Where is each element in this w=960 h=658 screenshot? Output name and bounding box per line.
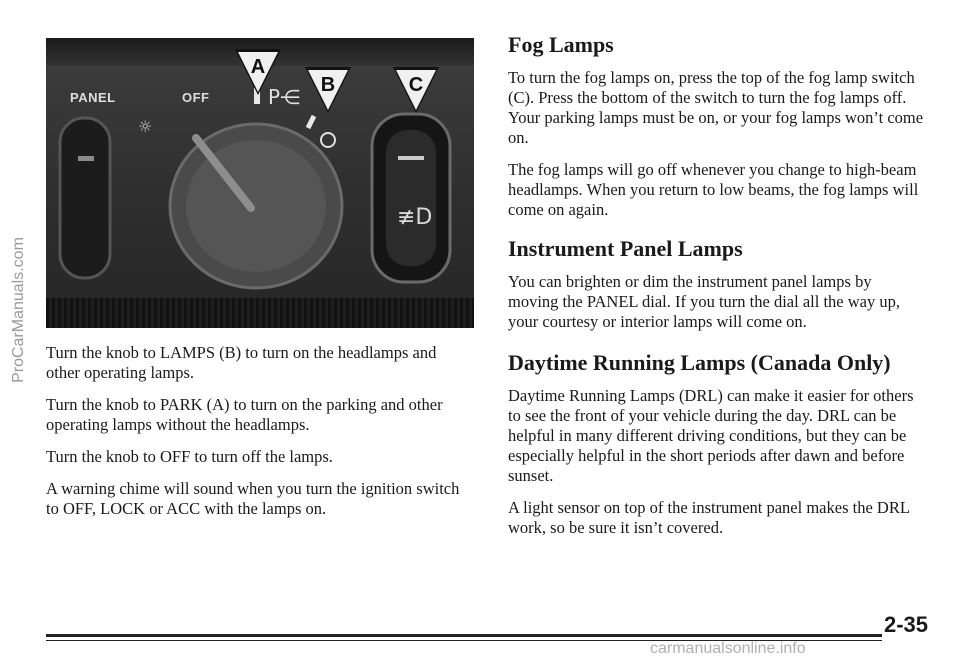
- dash-light-icon: ☼: [138, 117, 153, 136]
- callout-c: C: [396, 70, 436, 110]
- instrument-panel-para: You can brighten or dim the instrument panel lamps by moving the PANEL dial. If you turn the dial all the way up, your courtesy or interior lamps will come on.: [508, 272, 900, 331]
- panel-dimmer-wheel: [60, 118, 110, 278]
- headlamp-icon: [321, 133, 335, 147]
- callout-b: B: [308, 70, 348, 110]
- panel-dimmer-indicator: [78, 156, 94, 161]
- off-label: OFF: [182, 90, 210, 105]
- lamps-instruction: Turn the knob to LAMPS (B) to turn on the headlamps and other operating lamps.: [46, 343, 437, 382]
- lamps-mark: [308, 116, 314, 128]
- bottom-watermark: carmanualsonline.info: [650, 640, 806, 657]
- park-instruction: Turn the knob to PARK (A) to turn on the parking and other operating lamps without the headlamps.: [46, 395, 443, 434]
- drl-para-1: Daytime Running Lamps (DRL) can make it easier for others to see the front of your vehicle during the day. DRL can be helpful in many different driving conditions, but they can be especially helpful in the short periods after dawn and before sunset.: [508, 386, 914, 485]
- fog-lamp-switch-rocker: [386, 130, 436, 266]
- footer-rule: [46, 634, 882, 637]
- fog-lamps-heading: Fog Lamps: [508, 32, 614, 57]
- drl-heading: Daytime Running Lamps (Canada Only): [508, 350, 891, 375]
- fog-lamp-icon: ≢D: [397, 205, 433, 230]
- fog-lamp-indicator: [398, 156, 424, 160]
- right-column: [508, 32, 924, 538]
- off-instruction: Turn the knob to OFF to turn off the lamps.: [46, 447, 333, 466]
- fog-lamps-para-2: The fog lamps will go off whenever you change to high-beam headlamps. When you return to low beams, the fog lamps will come on again.: [508, 160, 919, 219]
- left-column: [46, 343, 466, 519]
- side-watermark: ProCarManuals.com: [10, 237, 27, 383]
- drl-para-2: A light sensor on top of the instrument panel makes the DRL work, so be sure it isn’t covered.: [508, 498, 910, 537]
- instrument-panel-heading: Instrument Panel Lamps: [508, 236, 743, 261]
- panel-label: PANEL: [70, 90, 116, 105]
- photo-bottom-strip: [46, 298, 474, 328]
- callout-a: A: [238, 52, 278, 92]
- headlamp-switch-photo: [46, 38, 474, 328]
- chime-warning: A warning chime will sound when you turn the ignition switch to OFF, LOCK or ACC with the lamps on.: [46, 479, 460, 518]
- headlamp-knob-face: [186, 140, 326, 272]
- fog-lamps-para-1: To turn the fog lamps on, press the top of the fog lamp switch (C). Press the bottom of the switch to turn the fog lamps off. Your parking lamps must be on, or your fog lamps won’t come on.: [508, 68, 924, 147]
- parking-lamp-icon: P⋲: [268, 85, 301, 109]
- page-number: 2-35: [884, 612, 929, 637]
